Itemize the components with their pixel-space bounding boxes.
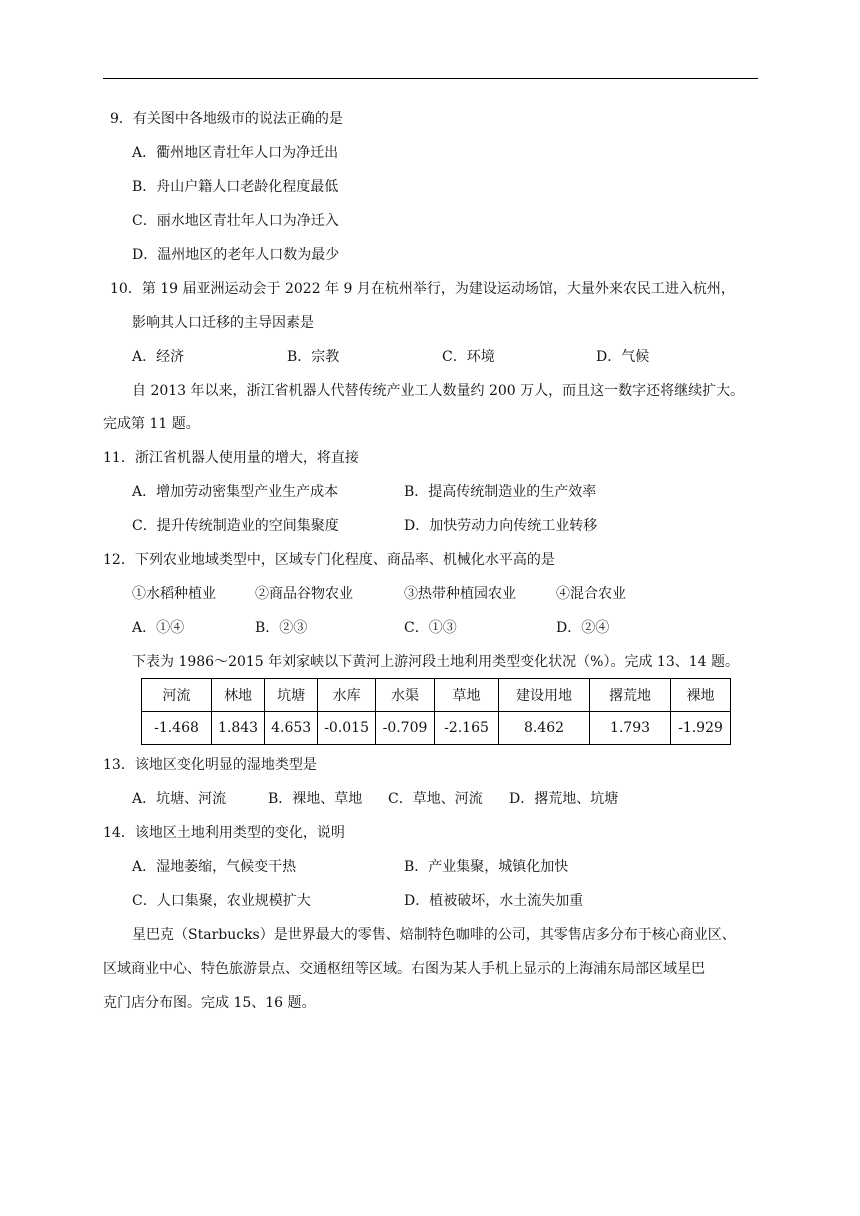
q12-option-b: B．②③ [255,620,308,636]
table-cell: -2.165 [435,712,499,745]
q9-option-d: D．温州地区的老年人口数为最少 [132,247,340,263]
table-header-cell: 河流 [142,679,212,712]
intro11-line1: 自 2013 年以来，浙江省机器人代替传统产业工人数量约 200 万人，而且这一数字还将继续扩大。 [132,383,745,399]
table-cell: 4.653 [265,712,318,745]
table-header-cell: 林地 [212,679,265,712]
q10-option-d: D．气候 [596,349,650,365]
q10-stem-line1: 10．第 19 届亚洲运动会于 2022 年 9 月在杭州举行，为建设运动场馆，大量外来农民工进入杭州， [110,281,735,297]
table-header-cell: 撂荒地 [590,679,671,712]
q12-option-d: D．②④ [556,620,610,636]
q13-option-c: C．草地、河流 [388,791,483,807]
intro15-line3: 克门店分布图。完成 15、16 题。 [103,995,316,1011]
intro11-line2: 完成第 11 题。 [103,416,200,432]
q9-stem: 9．有关图中各地级市的说法正确的是 [110,111,343,127]
q14-stem: 14．该地区土地利用类型的变化，说明 [103,825,345,841]
q14-option-c: C．人口集聚，农业规模扩大 [132,893,311,909]
table-header-cell: 草地 [435,679,499,712]
q12-option-a: A．①④ [132,620,185,636]
q9-option-a: A．衢州地区青壮年人口为净迁出 [132,145,339,161]
table-cell: -1.929 [671,712,731,745]
intro15-line1: 星巴克（Starbucks）是世界最大的零售、焙制特色咖啡的公司，其零售店多分布于核心商业区、 [132,927,736,943]
q13-option-d: D．撂荒地、坑塘 [509,791,619,807]
q12-item-3: ③热带种植园农业 [404,586,516,602]
land-use-table [141,678,731,745]
q11-option-a: A．增加劳动密集型产业生产成本 [132,484,339,500]
q10-option-b: B．宗教 [287,349,340,365]
table-cell: 8.462 [499,712,590,745]
q12-item-1: ①水稻种植业 [132,586,216,602]
q13-option-a: A．坑塘、河流 [132,791,227,807]
q13-option-b: B．裸地、草地 [268,791,363,807]
table-header-cell: 裸地 [671,679,731,712]
q11-option-b: B．提高传统制造业的生产效率 [404,484,597,500]
q11-stem: 11．浙江省机器人使用量的增大，将直接 [103,450,359,466]
q14-option-b: B．产业集聚，城镇化加快 [404,859,569,875]
q13-stem: 13．该地区变化明显的湿地类型是 [103,757,317,773]
q12-item-4: ④混合农业 [556,586,626,602]
table-cell: -1.468 [142,712,212,745]
table-header-cell: 水渠 [376,679,435,712]
table-cell: -0.015 [318,712,376,745]
table-header-cell: 建设用地 [499,679,590,712]
q14-option-d: D．植被破坏，水土流失加重 [404,893,584,909]
header-rule [103,78,758,79]
intro15-line2: 区域商业中心、特色旅游景点、交通枢纽等区域。右图为某人手机上显示的上海浦东局部区域星巴 [103,961,705,977]
q11-option-d: D．加快劳动力向传统工业转移 [404,518,598,534]
table-cell: 1.843 [212,712,265,745]
table-header-cell: 坑塘 [265,679,318,712]
q10-option-c: C．环境 [442,349,495,365]
q11-option-c: C．提升传统制造业的空间集聚度 [132,518,339,534]
q14-option-a: A．湿地萎缩，气候变干热 [132,859,297,875]
q12-stem: 12．下列农业地域类型中，区域专门化程度、商品率、机械化水平高的是 [103,552,555,568]
q12-item-2: ②商品谷物农业 [255,586,353,602]
table-row [142,712,731,745]
table-header-row [142,679,731,712]
q10-stem-line2: 影响其人口迁移的主导因素是 [132,315,314,331]
table-cell: 1.793 [590,712,671,745]
q9-option-c: C．丽水地区青壮年人口为净迁入 [132,213,339,229]
table-cell: -0.709 [376,712,435,745]
table-header-cell: 水库 [318,679,376,712]
intro13: 下表为 1986～2015 年刘家峡以下黄河上游河段土地利用类型变化状况（%）。完成 13、14 题。 [132,654,739,670]
q9-option-b: B．舟山户籍人口老龄化程度最低 [132,179,339,195]
q12-option-c: C．①③ [404,620,457,636]
q10-option-a: A．经济 [132,349,185,365]
